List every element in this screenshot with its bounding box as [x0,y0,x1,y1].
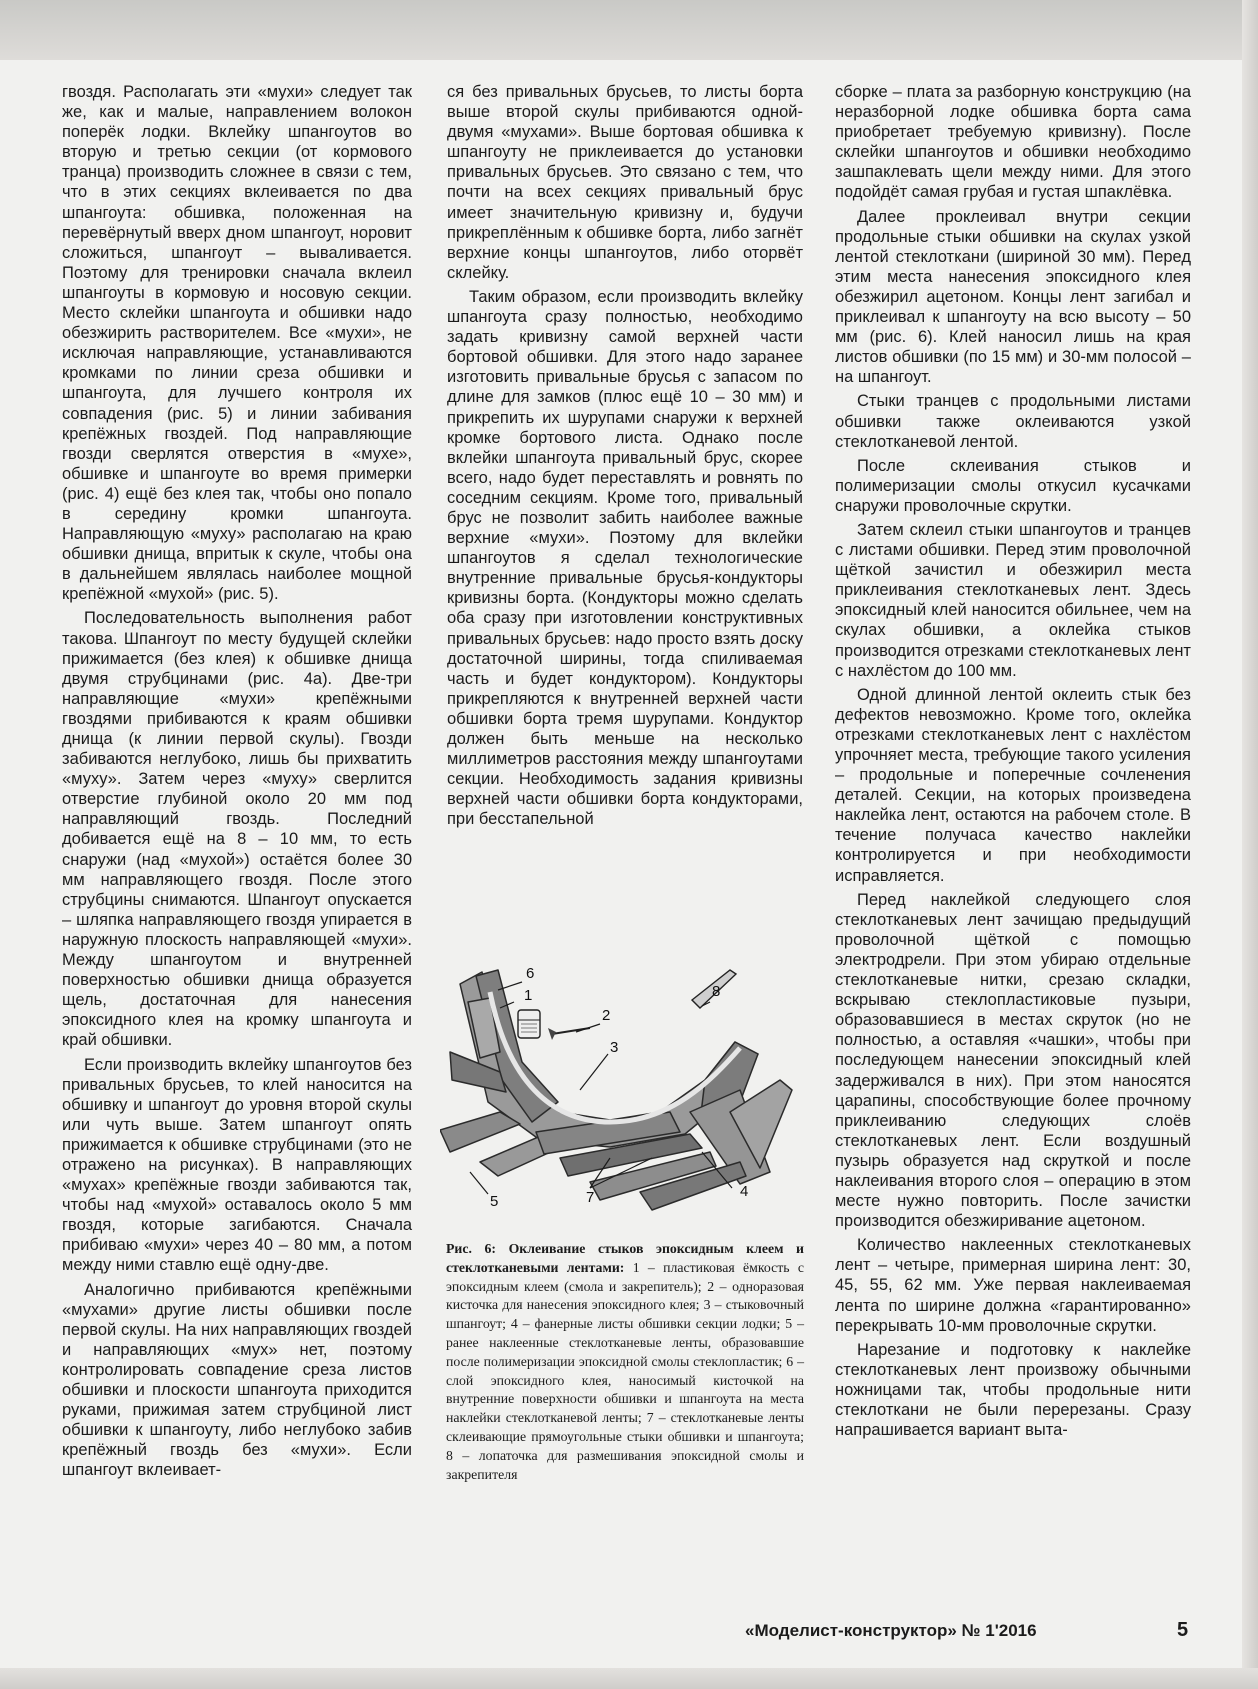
figure-label-6: 6 [526,965,535,982]
paragraph: Перед наклейкой следующего слоя стеклотканевых лент зачищаю предыдущий проволочной щёткой с помощью электродрели. При этом убираю отдельные стеклотканевые нитки, срезаю складки, вскрываю стеклопластиковые пузыри, образовавшиеся в местах скруток (но не полностью, а оставляя «чашки», чтобы при последующем нанесении эпоксидный клей задерживался в них). При этом наносятся царапины, способствующие более прочному приклеиванию следующих слоёв стеклотканевых лент. Если воздушный пузырь образуется над скруткой и после наклеивания второго слоя – операцию в этом месте нужно повторить. После зачистки производится обезжиривание ацетоном. [835,890,1191,1231]
scan-top-margin [0,0,1258,60]
figure-caption [446,1240,804,1484]
boat-section-drawing [440,962,810,1230]
paragraph: Количество наклеенных стеклотканевых лент – четыре, примерная ширина лент: 30, 45, 55, 62 мм. Уже первая наклеиваемая лента по ширине должна «гарантированно» перекрывать 10-мм проволочные скрутки. [835,1236,1191,1335]
figure-label-5: 5 [490,1193,499,1210]
paragraph: Последовательность выполнения работ такова. Шпангоут по месту будущей склейки прижимается (без клея) к обшивке днища двумя струбцинами (рис. 4а). Две-три направляющие «мухи» крепёжными гвоздями прибиваются к краям обшивки днища (к линии первой скулы). Гвозди забиваются неглубоко, лишь бы прихватить «муху». Затем через «муху» сверлится отверстие глубиной около 20 мм под направляющий гвоздь. Последний добивается ещё на 8 – 10 мм, то есть снаружи (над «мухой») остаётся более 30 мм направляющего гвоздя. После этого струбцины снимаются. Шпангоут опускается – шляпка направляющего гвоздя упирается в наружную плоскость направляющей «мухи». Между шпангоутом и внутренней поверхностью обшивки днища образуется щель, достаточная для нанесения эпоксидного клея на кромку шпангоута и край обшивки. [62,609,412,1050]
figure-label-4: 4 [740,1183,749,1200]
paragraph: Если производить вклейку шпангоутов без привальных брусьев, то клей наносится на обшивку и шпангоут до уровня второй скулы или чуть выше. Затем шпангоут опять прижимается к обшивке струбцинами (это не отражено на рисунках). В направляющих «мухах» крепёжные гвозди забиваются так, чтобы над «мухой» оставалось около 5 мм гвоздя, которые загибаются. Сначала прибиваю «мухи» через 40 – 80 мм, а потом между ними ставлю ещё одну-две. [62,1055,412,1275]
paragraph: ся без привальных брусьев, то листы борта выше второй скулы прибиваются одной-двумя «мухами». Выше бортовая обшивка к шпангоуту не приклеивается до установки привальных брусьев. Это связано с тем, что почти на всех секциях привальный брус имеет значительную кривизну и, будучи прикреплённым к обшивке борта, либо загнёт верхние концы шпангоутов, либо оторвёт склейку. [447,83,803,282]
figure-label-7: 7 [586,1189,595,1206]
page-number: 5 [1177,1619,1189,1641]
paragraph: Одной длинной лентой оклеить стык без дефектов невозможно. Кроме того, оклейка отрезками стеклотканевых лент с нахлёстом упрочняет места, требующие такого усиления – продольные и поперечные сочленения деталей. Секции, на которых произведена наклейка лент, остаются на рабочем столе. В течение получаса качество наклейки контролируется и при необходимости исправляется. [835,685,1191,885]
paragraph: Нарезание и подготовку к наклейке стеклотканевых лент произвожу обычными ножницами так, чтобы продольные нити стеклоткани не были перерезаны. Сразу напрашивается вариант выта- [835,1340,1191,1440]
text-column-2 [447,82,803,829]
scan-bottom-margin [0,1668,1258,1689]
paragraph: Затем склеил стыки шпангоутов и транцев с листами обшивки. Перед этим проволочной щёткой зачистил и обезжирил места приклеивания стеклотканевых лент. Здесь эпоксидный клей наносится обильнее, чем на скулах обшивки, а оклейка стыков производится отрезками стеклотканевых лент с нахлёстом до 100 мм. [835,520,1191,680]
text-column-1 [62,82,412,1480]
figure-label-3: 3 [610,1039,619,1056]
journal-footer: «Моделист-конструктор» № 1'2016 [745,1621,1037,1640]
figure-label-1: 1 [524,987,533,1004]
paragraph: сборке – плата за разборную конструкцию (на неразборной лодке обшивка борта сама приобретает требуемую кривизну). После склейки шпангоутов и обшивки необходимо зашпаклевать щели между ними. Для этого подойдёт самая грубая и густая шпаклёвка. [835,83,1191,202]
text-column-3 [835,82,1191,1440]
paragraph: После склеивания стыков и полимеризации смолы откусил кусачками снаружи проволочные скрутки. [835,456,1191,515]
figure-label-8: 8 [712,983,721,1000]
figure-label-2: 2 [602,1007,611,1024]
figure-6-illustration [440,962,810,1230]
paragraph: Аналогично прибиваются крепёжными «мухами» другие листы обшивки после первой скулы. На них направляющих гвоздей и направляющих «мух» нет, поэтому контролировать совпадение среза листов обшивки и плоскости шпангоута приходится руками, прижимая затем струбциной лист обшивки к шпангоуту, либо неглубоко забив крепёжный гвоздь без «мухи». Если шпангоут вклеивает- [62,1280,412,1480]
paragraph: Стыки транцев с продольными листами обшивки также оклеиваются узкой стеклотканевой лентой. [835,392,1191,451]
paragraph: Таким образом, если производить вклейку шпангоута сразу полностью, необходимо задать кривизну самой верхней части бортовой обшивки. Для этого надо заранее изготовить привальные брусья с запасом по длине для замков (плюс ещё 10 – 30 мм) и прикрепить их шурупами снаружи к верхней кромке бортового листа. Однако после вклейки шпангоута привальный брус, скорее всего, надо будет переставлять и ровнять по соседним секциям. Кроме того, привальный брус не позволит забить наиболее важные верхние «мухи». Поэтому для вклейки шпангоутов я сделал технологические внутренние привальные брусья-кондукторы кривизны борта. (Кондукторы можно сделать оба сразу при изготовлении конструктивных привальных брусьев: надо просто взять доску достаточной ширины, тогда спиливаемая часть и будет кондуктором). Кондукторы прикрепляются к внутренней верхней части обшивки борта тремя шурупами. Кондуктор должен быть меньше на несколько миллиметров расстояния между шпангоутами секции. Необходимость задания кривизны верхней части обшивки борта кондукторами, при бесстапельной [447,287,803,829]
paragraph: гвоздя. Располагать эти «мухи» следует так же, как и малые, направлением волокон поперёк лодки. Вклейку шпангоутов во вторую и третью секции (от кормового транца) производить сложнее в связи с тем, что в этих секциях вклеивается по два шпангоута: обшивка, положенная на перевёрнутый вверх дном шпангоут, норовит сложиться, шпангоут – вываливается. Поэтому для тренировки сначала вклеил шпангоуты в кормовую и носовую секции. Место склейки шпангоута и обшивки надо обезжирить растворителем. Все «мухи», не исключая направляющие, устанавливаются кромками по линии среза обшивки и шпангоута, для лучшего контроля их совпадения (рис. 5) и линии забивания крепёжных гвоздей. Под направляющие гвозди сверлятся отверстия в «мухе», обшивке и шпангоуте во время примерки (рис. 4) ещё без клея так, чтобы оно попало в середину кромки шпангоута. Направляющую «муху» располагаю на краю обшивки днища, впритык к скуле, чтобы она в дальнейшем являлась наиболее мощной крепёжной «мухой» (рис. 5). [62,83,412,604]
caption-title: Рис. 6: Оклеивание стыков эпоксидным клеем и стеклотканевыми лентами: [446,1241,804,1275]
caption-text: 1 – пластиковая ёмкость с эпоксидным клеем (смола и закрепитель); 2 – одноразовая кисточка для нанесения эпоксидного клея; 3 – стыковочный шпангоут; 4 – фанерные листы обшивки секции лодки; 5 – ранее наклеенные стеклотканевые ленты, образовавшие после полимеризации эпоксидной смолы стеклопластик; 6 – слой эпоксидного клея, наносимый кисточкой на внутренние поверхности обшивки и шпангоута на места наклейки стеклотканевой ленты; 7 – стеклотканевые ленты склеивающие прямоугольные стыки обшивки и шпангоута; 8 – лопаточка для размешивания эпоксидной смолы и закрепителя [446,1259,804,1482]
scan-right-margin [1242,0,1258,1689]
paragraph: Далее проклеивал внутри секции продольные стыки обшивки на скулах узкой лентой стеклоткани (шириной 30 мм). Перед этим места нанесения эпоксидного клея обезжирил ацетоном. Концы лент загибал и приклеивал к шпангоуту на всю высоту – 50 мм (рис. 6). Клей наносил лишь на края листов обшивки (по 15 мм) и 30-мм полосой – на шпангоут. [835,207,1191,387]
